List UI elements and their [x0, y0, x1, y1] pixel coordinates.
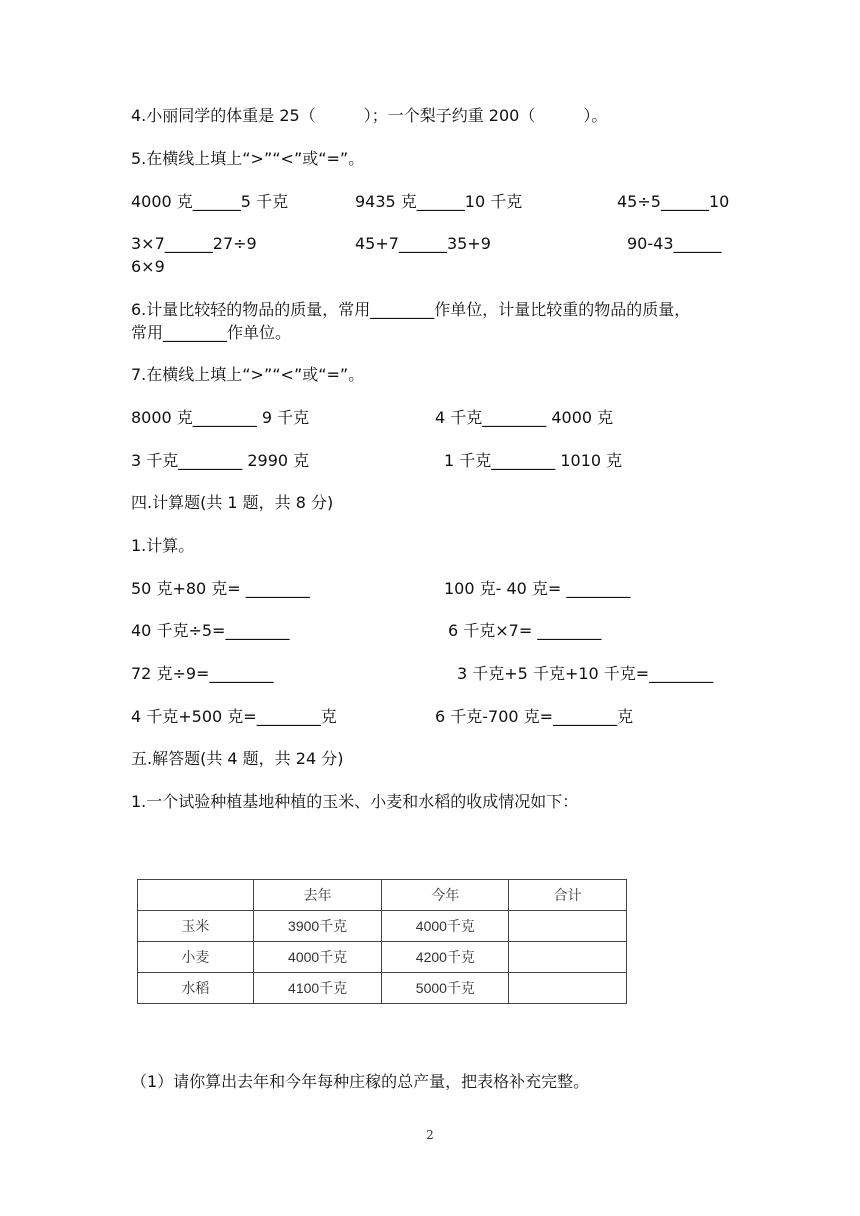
- compare-item: 9435 克______10 千克: [355, 192, 523, 211]
- problem-1-part-1: （1）请你算出去年和今年每种庄稼的总产量，把表格补充完整。: [131, 1072, 590, 1091]
- section-heading-4: 四.计算题(共 1 题，共 8 分): [131, 493, 334, 512]
- table-cell: 4000千克: [253, 942, 382, 973]
- compare-item: 45+7______35+9: [355, 234, 491, 253]
- table-row: [138, 973, 627, 1004]
- question-4: 4.小丽同学的体重是 25（ ）；一个梨子约重 200（ ）。: [131, 106, 608, 125]
- question-7: 7.在横线上填上“>”“<”或“=”。: [131, 365, 365, 384]
- problem-1: 1.一个试验种植基地种植的玉米、小麦和水稻的收成情况如下：: [131, 792, 579, 811]
- compare-item: 3 千克________ 2990 克: [131, 451, 310, 470]
- calc-item: 3 千克+5 千克+10 千克=________: [457, 664, 714, 683]
- table-row: [138, 911, 627, 942]
- table-header-cell: 去年: [253, 880, 382, 911]
- calc-item: 100 克- 40 克= ________: [444, 579, 631, 598]
- calc-item: 40 千克÷5=________: [131, 621, 290, 640]
- table-cell: [509, 911, 627, 942]
- table-cell: 小麦: [138, 942, 254, 973]
- compare-item: 90-43______: [627, 234, 722, 253]
- table-row: [138, 942, 627, 973]
- compare-item: 45÷5______10: [617, 192, 730, 211]
- compare-item-wrap: 6×9: [131, 257, 165, 276]
- calc-item: 50 克+80 克= ________: [131, 579, 310, 598]
- compare-item: 1 千克________ 1010 克: [444, 451, 623, 470]
- calc-item: 4 千克+500 克=________克: [131, 707, 337, 726]
- table-cell: 水稻: [138, 973, 254, 1004]
- calc-item: 6 千克-700 克=________克: [435, 707, 634, 726]
- section-heading-5: 五.解答题(共 4 题，共 24 分): [131, 749, 344, 768]
- harvest-table: [137, 879, 627, 1004]
- compare-item: 4 千克________ 4000 克: [435, 408, 614, 427]
- table-cell: [509, 973, 627, 1004]
- table-cell: 5000千克: [382, 973, 509, 1004]
- compare-item: 4000 克______5 千克: [131, 192, 289, 211]
- table-header-cell: 今年: [382, 880, 509, 911]
- compare-item: 3×7______27÷9: [131, 234, 257, 253]
- compare-item: 8000 克________ 9 千克: [131, 408, 310, 427]
- table-cell: 4100千克: [253, 973, 382, 1004]
- calc-item: 6 千克×7= ________: [448, 621, 602, 640]
- page-number: 2: [426, 1128, 434, 1142]
- table-header-cell: [138, 880, 254, 911]
- table-header-row: [138, 880, 627, 911]
- calc-title: 1.计算。: [131, 536, 195, 555]
- question-5: 5.在横线上填上“>”“<”或“=”。: [131, 149, 365, 168]
- table-cell: 4200千克: [382, 942, 509, 973]
- table-cell: 3900千克: [253, 911, 382, 942]
- table-cell: 4000千克: [382, 911, 509, 942]
- question-6: 6.计量比较轻的物品的质量，常用________作单位，计量比较重的物品的质量，: [131, 300, 691, 319]
- table-header-cell: 合计: [509, 880, 627, 911]
- table-cell: [509, 942, 627, 973]
- calc-item: 72 克÷9=________: [131, 664, 274, 683]
- table-cell: 玉米: [138, 911, 254, 942]
- question-6-continued: 常用________作单位。: [131, 323, 292, 342]
